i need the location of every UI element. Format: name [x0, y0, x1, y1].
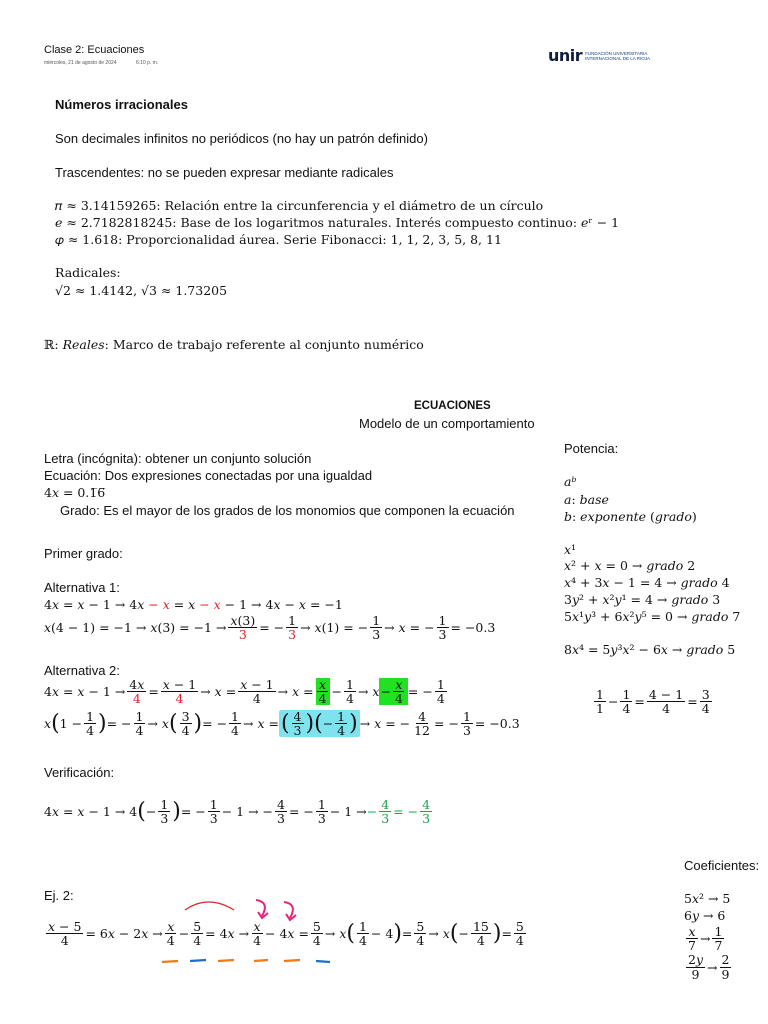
irracionales-line-2: Trascendentes: no se pueden expresar mediante radicales	[55, 165, 394, 180]
reales-line: ℝ: 𝑅𝑒𝑎𝑙𝑒𝑠: Marco de trabajo referente al conjunto numérico	[44, 337, 424, 352]
coeficiente-1: 5𝑥² → 5	[684, 891, 731, 906]
page-title: Clase 2: Ecuaciones	[44, 44, 145, 56]
ecuacion-line: Ecuación: Dos expresiones conectadas por una igualdad	[44, 468, 373, 483]
potencia-x1: 𝑥¹	[564, 542, 577, 557]
coeficiente-3: $\frac{\text{𝑥}}{7}$ → $\frac{1}{7}$	[688, 924, 723, 954]
grado-5-example: 8𝑥⁴ = 5𝑦³𝑥² − 6𝑥 → 𝑔𝑟𝑎𝑑𝑜 5	[564, 642, 736, 657]
page-date: miércoles, 21 de agosto de 2024	[44, 60, 117, 66]
alt1-line-1: 4𝑥 = 𝑥 − 1 → 4𝑥 − 𝑥 = 𝑥 − 𝑥 − 1 → 4𝑥 − 𝑥 = −1	[44, 597, 343, 612]
verificacion-line: 4𝑥 = 𝑥 − 1 → 4 ( − $\frac{1}{3}$ ) = − $\frac{1}{3}$ − 1 → − $\frac{4}{3}$ = − $\frac{1}{3}$ − 1 → − $\frac{4}{3}$ = − $\frac{4}{3}$	[44, 797, 431, 827]
radicales-label: Radicales:	[55, 265, 121, 280]
primer-grado-label: Primer grado:	[44, 546, 123, 561]
alt2-line-1: 4𝑥 = 𝑥 − 1 → $\frac{\text{4𝑥}}{4}$ = $\frac{\text{𝑥 − 1}}{4}$ → 𝑥 = $\frac{\text{𝑥 − 1}}{4}$ → 𝑥 = $\frac{\text{𝑥}}{4}$ − $\frac{1}{4}$ → 𝑥 − $\frac{\text{𝑥}}{4}$ = − $\frac{1}{4}$	[44, 677, 445, 707]
potencia-label: Potencia:	[564, 441, 619, 456]
phi-line: 𝜑 ≈ 1.618: Proporcionalidad áurea. Serie Fibonacci: 1, 1, 2, 3, 5, 8, 11	[55, 232, 502, 247]
radicales-values: √2 ≈ 1.4142, √3 ≈ 1.73205	[55, 283, 228, 298]
alt2-line-2: 𝑥 ( 1 − $\frac{1}{4}$ ) = − $\frac{1}{4}$ → 𝑥 ( $\frac{3}{4}$ ) = − $\frac{1}{4}$ → 𝑥 = ( $\frac{4}{3}$ ) ( − $\frac{1}{4}$ ) → 𝑥 = − $\frac{4}{12}$ = − $\frac{1}{3}$ = −0.3	[44, 709, 520, 739]
potencia-ab: 𝑎ᵇ	[564, 474, 577, 489]
alt1-label: Alternativa 1:	[44, 580, 120, 595]
ej2-label: Ej. 2:	[44, 888, 74, 903]
irracionales-heading: Números irracionales	[55, 97, 188, 112]
unir-logo	[548, 46, 650, 65]
coeficiente-4: $\frac{\text{2𝑦}}{9}$ → $\frac{2}{9}$	[688, 955, 730, 979]
grado-4-example: 𝑥⁴ + 3𝑥 − 1 = 4 → 𝑔𝑟𝑎𝑑𝑜 4	[564, 575, 730, 590]
potencia-exponente: 𝑏: 𝑒𝑥𝑝𝑜𝑛𝑒𝑛𝑡𝑒 (𝑔𝑟𝑎𝑑𝑜)	[564, 509, 697, 524]
logo-line-1: FUNDACIÓN UNIVERSITARIA	[585, 50, 648, 56]
handwritten-annotations	[0, 880, 360, 980]
grado-7-example: 5𝑥¹𝑦³ + 6𝑥²𝑦⁵ = 0 → 𝑔𝑟𝑎𝑑𝑜 7	[564, 609, 741, 624]
logo-word: unir	[548, 46, 583, 65]
page-time: 6:10 p. m.	[136, 60, 159, 66]
coeficiente-2: 6𝑦 → 6	[684, 908, 726, 923]
ecuaciones-heading: ECUACIONES	[414, 400, 491, 412]
potencia-base: 𝑎: 𝑏𝑎𝑠𝑒	[564, 492, 609, 507]
grado-2-example: 𝑥² + 𝑥 = 0 → 𝑔𝑟𝑎𝑑𝑜 2	[564, 558, 696, 573]
e-line: 𝑒 ≈ 2.7182818245: Base de los logaritmos naturales. Interés compuesto continuo: 𝑒ʳ − 1	[55, 215, 620, 230]
pi-line: 𝜋 ≈ 3.14159265: Relación entre la circunferencia y el diámetro de un círculo	[55, 198, 544, 213]
ecuaciones-subheading: Modelo de un comportamiento	[359, 416, 535, 431]
alt2-label: Alternativa 2:	[44, 663, 120, 678]
coeficientes-label: Coeficientes:	[684, 858, 760, 873]
ej2-line-1: $\frac{\text{𝑥 − 5}}{4}$ = 6𝑥 − 2𝑥 → $\frac{\text{𝑥}}{4}$ − $\frac{5}{4}$ = 4𝑥 → $\frac{\text{𝑥}}{4}$ − 4𝑥 = $\frac{5}{4}$ → 𝑥 ( $\frac{1}{4}$ − 4 ) = $\frac{5}{4}$ → 𝑥 ( − $\frac{15}{4}$ ) = $\frac{5}{4}$	[48, 919, 524, 949]
irracionales-line-1: Son decimales infinitos no periódicos (no hay un patrón definido)	[55, 131, 428, 146]
logo-line-2: INTERNACIONAL DE LA RIOJA	[585, 55, 651, 61]
ejemplo-line: 4𝑥 = 0.1̅6̅	[44, 485, 106, 500]
grado-3-example: 3𝑦² + 𝑥²𝑦¹ = 4 → 𝑔𝑟𝑎𝑑𝑜 3	[564, 592, 721, 607]
alt1-line-2: 𝑥(4 − 1) = −1 → 𝑥(3) = −1 → $\frac{\text{𝑥(3)}}{3}$ = − $\frac{1}{3}$ → 𝑥(1) = − $\frac{1}{3}$ → 𝑥 = − $\frac{1}{3}$ = −0.3	[44, 613, 496, 643]
verificacion-label: Verificación:	[44, 765, 115, 780]
grado-line: Grado: Es el mayor de los grados de los monomios que componen la ecuación	[60, 503, 515, 518]
fraction-example: $\frac{1}{1}$ − $\frac{1}{4}$ = $\frac{4 - 1}{4}$ = $\frac{3}{4}$	[596, 687, 710, 717]
letra-line: Letra (incógnita): obtener un conjunto solución	[44, 451, 312, 466]
